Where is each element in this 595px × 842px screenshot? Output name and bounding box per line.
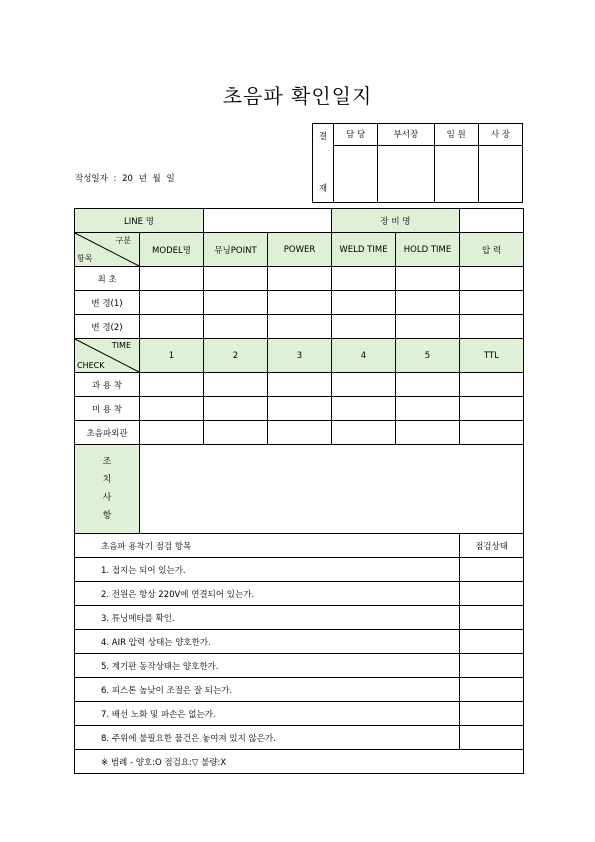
- equipment-label: 장 비 명: [332, 209, 460, 233]
- inspection-status-cell[interactable]: [460, 654, 524, 678]
- check-col-header: 2: [204, 339, 268, 373]
- inspection-status-cell[interactable]: [460, 558, 524, 582]
- approval-header-president: 사 장: [478, 124, 522, 146]
- setup-col-header: WELD TIME: [332, 233, 396, 267]
- approval-header-executive: 임 원: [434, 124, 478, 146]
- date-line: 작성일자 : 20 년 월 일: [75, 174, 175, 184]
- check-row-label: 과 용 착: [75, 373, 140, 397]
- table-cell[interactable]: [268, 315, 332, 339]
- equipment-value[interactable]: [460, 209, 524, 233]
- table-cell[interactable]: [140, 315, 204, 339]
- check-col-header: 3: [268, 339, 332, 373]
- action-label: 조 치 사 항: [75, 445, 140, 534]
- table-cell[interactable]: [204, 397, 268, 421]
- table-cell[interactable]: [332, 267, 396, 291]
- table-cell[interactable]: [268, 373, 332, 397]
- table-cell[interactable]: [396, 397, 460, 421]
- table-cell[interactable]: [204, 373, 268, 397]
- setup-row-label: 변 경(1): [75, 291, 140, 315]
- setup-col-header: 뮤닝POINT: [204, 233, 268, 267]
- setup-col-header: POWER: [268, 233, 332, 267]
- table-cell[interactable]: [396, 421, 460, 445]
- inspection-status-cell[interactable]: [460, 630, 524, 654]
- table-cell[interactable]: [460, 397, 524, 421]
- table-cell[interactable]: [460, 315, 524, 339]
- table-cell[interactable]: [204, 315, 268, 339]
- line-value[interactable]: [204, 209, 332, 233]
- table-cell[interactable]: [140, 397, 204, 421]
- inspection-item: 2. 전원은 항상 220V에 연결되어 있는가.: [75, 582, 460, 606]
- table-cell[interactable]: [460, 421, 524, 445]
- table-cell[interactable]: [140, 267, 204, 291]
- inspection-item: 5. 계기판 동작상태는 양호한가.: [75, 654, 460, 678]
- check-col-header: 1: [140, 339, 204, 373]
- inspection-status-cell[interactable]: [460, 606, 524, 630]
- setup-corner-header: 구분 항목: [75, 233, 140, 267]
- table-cell[interactable]: [268, 267, 332, 291]
- main-table: [74, 208, 524, 774]
- table-cell[interactable]: [332, 421, 396, 445]
- inspection-status-header: 점검상태: [460, 534, 524, 558]
- inspection-status-cell[interactable]: [460, 678, 524, 702]
- setup-row-label: 최 초: [75, 267, 140, 291]
- table-cell[interactable]: [204, 421, 268, 445]
- check-row-label: 초음파외관: [75, 421, 140, 445]
- setup-col-header: MODEL명: [140, 233, 204, 267]
- setup-row-label: 변 경(2): [75, 315, 140, 339]
- document-title: 초음파 확인일지: [222, 84, 373, 108]
- table-cell[interactable]: [332, 291, 396, 315]
- inspection-status-cell[interactable]: [460, 582, 524, 606]
- check-col-header: TTL: [460, 339, 524, 373]
- table-cell[interactable]: [396, 267, 460, 291]
- setup-col-header: HOLD TIME: [396, 233, 460, 267]
- table-cell[interactable]: [332, 315, 396, 339]
- table-cell[interactable]: [396, 373, 460, 397]
- table-cell[interactable]: [204, 267, 268, 291]
- inspection-status-cell[interactable]: [460, 702, 524, 726]
- approval-header-manager: 담 당: [334, 124, 378, 146]
- signature-box[interactable]: [378, 145, 434, 202]
- table-cell[interactable]: [332, 373, 396, 397]
- table-cell[interactable]: [460, 267, 524, 291]
- action-notes-field[interactable]: [140, 445, 524, 534]
- table-cell[interactable]: [460, 291, 524, 315]
- inspection-header: 초음파 용착기 점검 항목: [75, 534, 460, 558]
- approval-side-label: 결 재: [313, 124, 334, 203]
- inspection-item: 4. AIR 압력 상태는 양호한가.: [75, 630, 460, 654]
- inspection-item: 8. 주위에 불필요한 물건은 놓여져 있지 않은가.: [75, 726, 460, 750]
- table-cell[interactable]: [460, 373, 524, 397]
- inspection-item: 1. 접지는 되어 있는가.: [75, 558, 460, 582]
- table-cell[interactable]: [140, 421, 204, 445]
- table-cell[interactable]: [396, 315, 460, 339]
- table-cell[interactable]: [204, 291, 268, 315]
- table-cell[interactable]: [396, 291, 460, 315]
- table-cell[interactable]: [140, 373, 204, 397]
- table-cell[interactable]: [268, 421, 332, 445]
- inspection-status-cell[interactable]: [460, 726, 524, 750]
- approval-table: [312, 123, 523, 203]
- inspection-item: 3. 튜닝메타를 확인.: [75, 606, 460, 630]
- table-cell[interactable]: [332, 397, 396, 421]
- check-col-header: 4: [332, 339, 396, 373]
- inspection-item: 7. 배선 노화 및 파손은 없는가.: [75, 702, 460, 726]
- table-cell[interactable]: [140, 291, 204, 315]
- legend: ※ 범례 - 양호:O 점검요:▽ 불량:X: [75, 750, 524, 774]
- check-col-header: 5: [396, 339, 460, 373]
- check-row-label: 미 용 착: [75, 397, 140, 421]
- signature-box[interactable]: [478, 145, 522, 202]
- inspection-item: 6. 피스톤 높낮이 조절은 잘 되는가.: [75, 678, 460, 702]
- table-cell[interactable]: [268, 291, 332, 315]
- signature-box[interactable]: [434, 145, 478, 202]
- approval-header-dept-head: 부서장: [378, 124, 434, 146]
- setup-col-header: 압 력: [460, 233, 524, 267]
- line-label: LINE 명: [75, 209, 204, 233]
- signature-box[interactable]: [334, 145, 378, 202]
- check-corner-header: TIME CHECK: [75, 339, 140, 373]
- table-cell[interactable]: [268, 397, 332, 421]
